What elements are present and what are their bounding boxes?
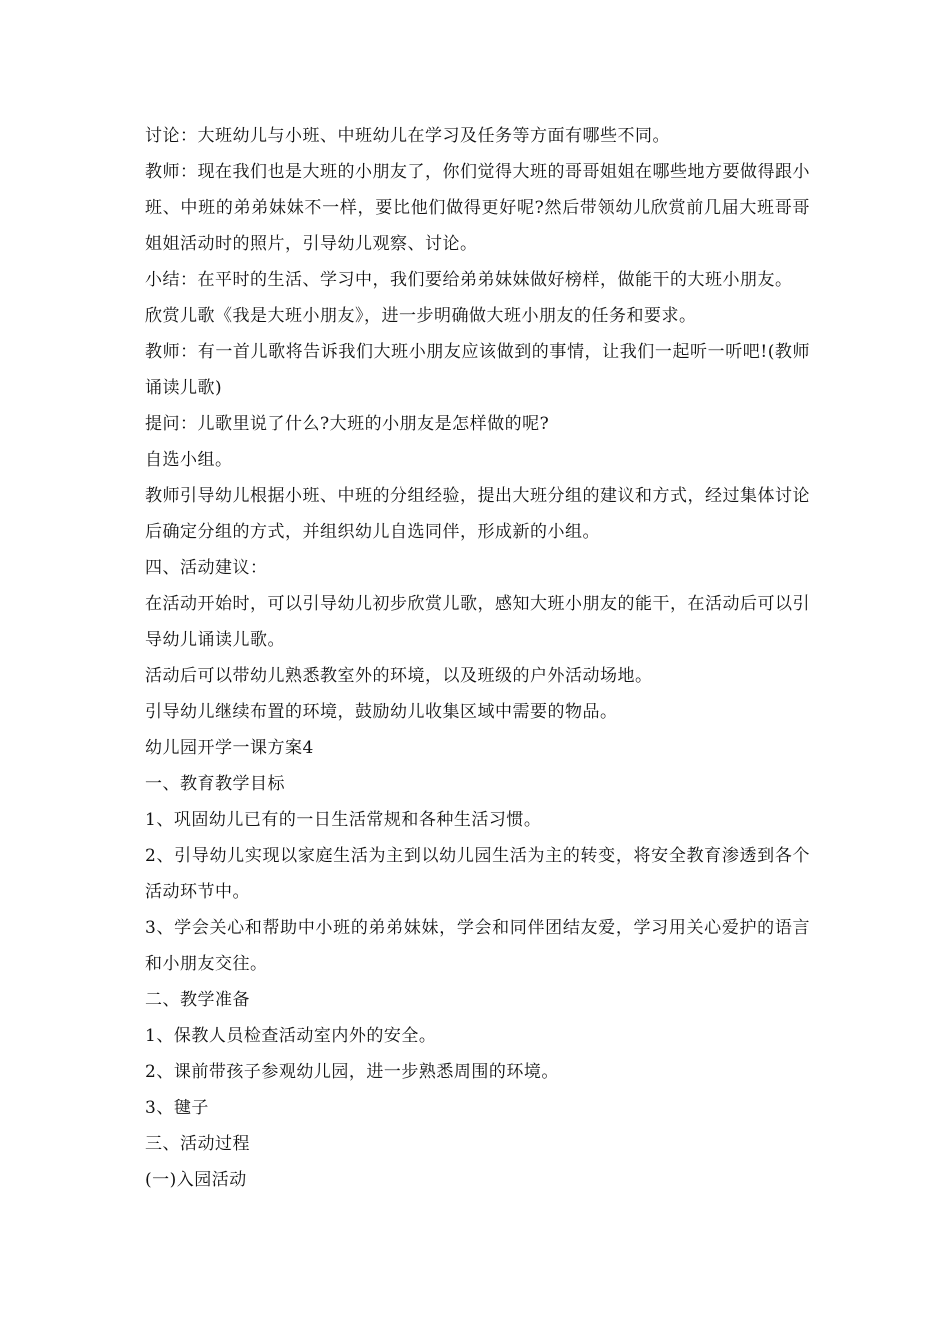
document-page (145, 118, 810, 1198)
paragraph-teacher-question: 教师：现在我们也是大班的小朋友了，你们觉得大班的哥哥姐姐在哪些地方要做得跟小班、中班的弟弟妹妹不一样，要比他们做得更好呢?然后带领幼儿欣赏前几届大班哥哥姐姐活动时的照片，引导幼儿观察、讨论。 (145, 162, 810, 254)
heading-activity-suggestions: 四、活动建议： (145, 558, 268, 578)
paragraph-summary: 小结：在平时的生活、学习中，我们要给弟弟妹妹做好榜样，做能干的大班小朋友。 (145, 270, 793, 290)
subheading-entry-activity: (一)入园活动 (145, 1170, 247, 1190)
section-title-plan-4: 幼儿园开学一课方案4 (145, 738, 314, 758)
goal-item-1: 1、巩固幼儿已有的一日生活常规和各种生活习惯。 (145, 810, 542, 830)
paragraph-discussion: 讨论：大班幼儿与小班、中班幼儿在学习及任务等方面有哪些不同。 (145, 126, 670, 146)
prep-item-1: 1、保教人员检查活动室内外的安全。 (145, 1026, 437, 1046)
paragraph-self-select-group: 自选小组。 (145, 450, 233, 470)
paragraph-suggestion-start: 在活动开始时，可以引导幼儿初步欣赏儿歌，感知大班小朋友的能干，在活动后可以引导幼儿诵读儿歌。 (145, 594, 810, 650)
paragraph-suggestion-collect: 引导幼儿继续布置的环境，鼓励幼儿收集区域中需要的物品。 (145, 702, 618, 722)
goal-item-3: 3、学会关心和帮助中小班的弟弟妹妹，学会和同伴团结友爱，学习用关心爱护的语言和小朋友交往。 (145, 918, 810, 974)
heading-teaching-preparation: 二、教学准备 (145, 990, 250, 1010)
paragraph-question: 提问：儿歌里说了什么?大班的小朋友是怎样做的呢? (145, 414, 550, 434)
prep-item-3: 3、毽子 (145, 1098, 209, 1118)
heading-activity-process: 三、活动过程 (145, 1134, 250, 1154)
heading-teaching-goals: 一、教育教学目标 (145, 774, 285, 794)
paragraph-appreciate-song: 欣赏儿歌《我是大班小朋友》，进一步明确做大班小朋友的任务和要求。 (145, 306, 697, 326)
paragraph-teacher-guide-group: 教师引导幼儿根据小班、中班的分组经验，提出大班分组的建议和方式，经过集体讨论后确定分组的方式，并组织幼儿自选同伴，形成新的小组。 (145, 486, 810, 542)
goal-item-2: 2、引导幼儿实现以家庭生活为主到以幼儿园生活为主的转变，将安全教育渗透到各个活动环节中。 (145, 846, 810, 902)
prep-item-2: 2、课前带孩子参观幼儿园，进一步熟悉周围的环境。 (145, 1062, 559, 1082)
paragraph-suggestion-environment: 活动后可以带幼儿熟悉教室外的环境，以及班级的户外活动场地。 (145, 666, 653, 686)
paragraph-teacher-song: 教师：有一首儿歌将告诉我们大班小朋友应该做到的事情，让我们一起听一听吧!(教师诵读儿歌) (145, 342, 810, 398)
